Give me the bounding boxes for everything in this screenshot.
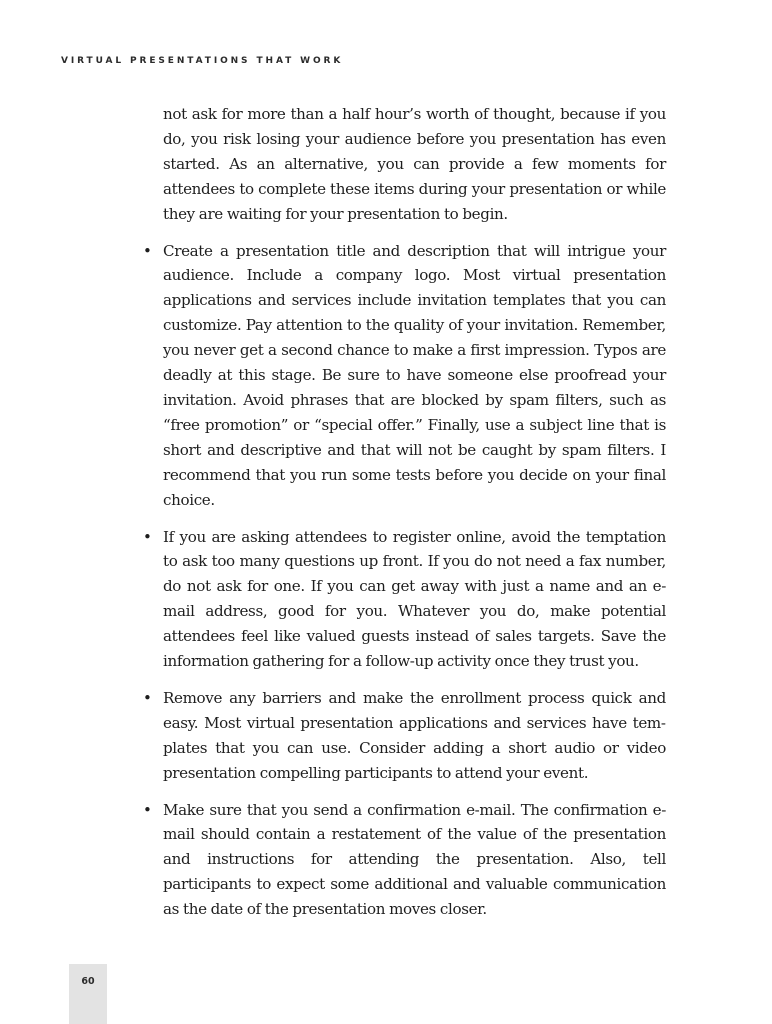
bullet-item-invitation xyxy=(143,239,666,513)
bullet-icon: • xyxy=(143,688,152,707)
bullet-text: Create a presentation title and description that will intrigue your audience. Include a company logo. Most virtual presentation applications and services include invitation templates that you can customize. Pay attention to the quality of your invitation. Remember, you never get a second chance to make a first impression. Typos are deadly at this stage. Be sure to have someone else proofread your invitation. Avoid phrases that are blocked by spam filters, such as “free promotion” or “special offer.” Finally, use a subject line that is short and descriptive and that will not be caught by spam filters. I recommend that you run some tests before you decide on your final choice. xyxy=(163,241,666,509)
intro-paragraph: not ask for more than a half hour’s worth of thought, because if you do, you risk losing your audience before you presentation has even started. As an alternative, you can provide a few moments for attendees to complete these items during your presentation or while they are waiting for your presentation to begin. xyxy=(163,105,666,223)
bullet-list xyxy=(143,239,666,923)
running-head: VIRTUAL PRESENTATIONS THAT WORK xyxy=(61,56,344,66)
page-number-tab xyxy=(69,964,107,1024)
bullet-icon: • xyxy=(143,241,152,260)
bullet-icon: • xyxy=(143,800,152,819)
bullet-item-enrollment xyxy=(143,686,666,786)
bullet-text: Remove any barriers and make the enrollment process quick and easy. Most virtual presentation applications and services have templates that you can use. Consider adding a short audio or video presentation compelling participants to attend your event. xyxy=(163,688,666,782)
page-body xyxy=(143,102,666,922)
bullet-text: If you are asking attendees to register online, avoid the temptation to ask too many questions up front. If you do not need a fax number, do not ask for one. If you can get away with just a name and an e-mail address, good for you. Whatever you do, make potential attendees feel like valued guests instead of sales targets. Save the information gathering for a follow-up activity once they trust you. xyxy=(163,527,666,671)
bullet-text: Make sure that you send a confirmation e-mail. The confirmation e-mail should contain a restatement of the value of the presentation and instructions for attending the presentation. Also, tell participants to expect some additional and valuable communication as the date of the presentation moves closer. xyxy=(163,800,666,919)
page-number: 60 xyxy=(81,976,95,987)
bullet-item-confirmation xyxy=(143,798,666,923)
bullet-item-registration xyxy=(143,525,666,674)
bullet-icon: • xyxy=(143,527,152,546)
